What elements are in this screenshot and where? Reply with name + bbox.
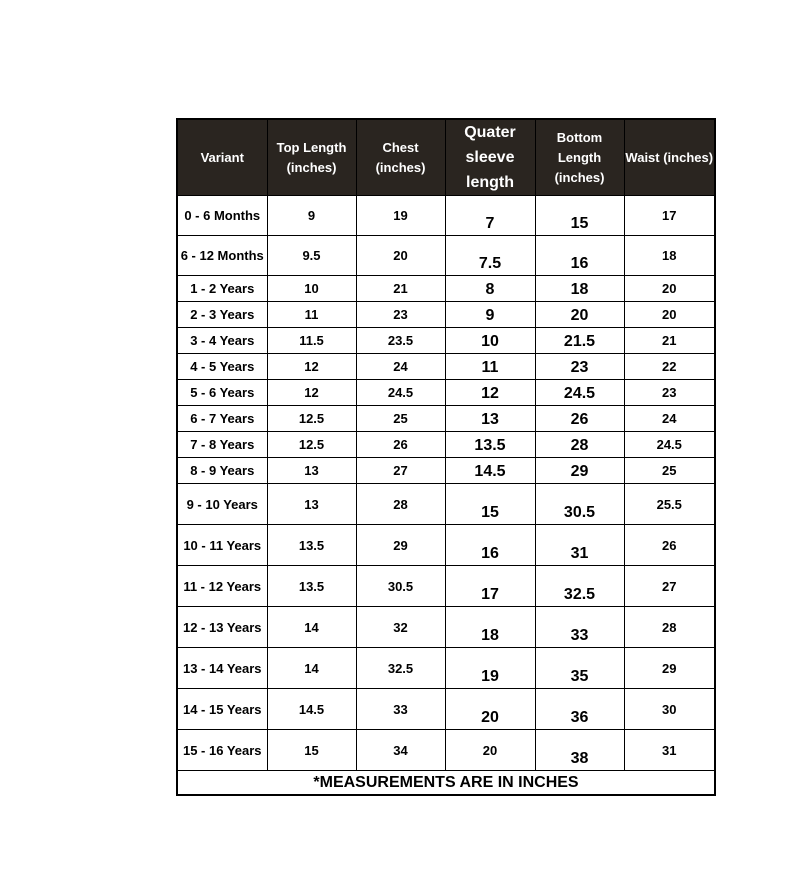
header-waist: Waist (inches) — [624, 119, 715, 196]
variant-cell: 7 - 8 Years — [177, 432, 267, 458]
measurements-note: *MEASUREMENTS ARE IN INCHES — [177, 771, 715, 796]
quater-sleeve-cell: 11 — [445, 354, 535, 380]
quater-sleeve-cell: 17 — [445, 566, 535, 607]
chest-cell: 28 — [356, 484, 445, 525]
top-length-cell: 15 — [267, 730, 356, 771]
variant-cell: 6 - 7 Years — [177, 406, 267, 432]
bottom-length-cell: 23 — [535, 354, 624, 380]
variant-cell: 4 - 5 Years — [177, 354, 267, 380]
variant-cell: 11 - 12 Years — [177, 566, 267, 607]
header-row — [177, 119, 715, 196]
table-row — [177, 484, 715, 525]
variant-cell: 5 - 6 Years — [177, 380, 267, 406]
top-length-cell: 13 — [267, 458, 356, 484]
top-length-cell: 13.5 — [267, 525, 356, 566]
bottom-length-cell: 15 — [535, 196, 624, 236]
table-body — [177, 196, 715, 771]
chest-cell: 32 — [356, 607, 445, 648]
table-row — [177, 236, 715, 276]
bottom-length-cell: 33 — [535, 607, 624, 648]
waist-cell: 18 — [624, 236, 715, 276]
bottom-length-cell: 31 — [535, 525, 624, 566]
waist-cell: 20 — [624, 302, 715, 328]
waist-cell: 29 — [624, 648, 715, 689]
top-length-cell: 14 — [267, 648, 356, 689]
top-length-cell: 14 — [267, 607, 356, 648]
bottom-length-cell: 29 — [535, 458, 624, 484]
quater-sleeve-cell: 18 — [445, 607, 535, 648]
variant-cell: 8 - 9 Years — [177, 458, 267, 484]
top-length-cell: 13.5 — [267, 566, 356, 607]
bottom-length-cell: 28 — [535, 432, 624, 458]
quater-sleeve-cell: 12 — [445, 380, 535, 406]
chest-cell: 26 — [356, 432, 445, 458]
bottom-length-cell: 16 — [535, 236, 624, 276]
top-length-cell: 9 — [267, 196, 356, 236]
header-chest: Chest (inches) — [356, 119, 445, 196]
table-header — [177, 119, 715, 196]
chest-cell: 24.5 — [356, 380, 445, 406]
waist-cell: 20 — [624, 276, 715, 302]
waist-cell: 24.5 — [624, 432, 715, 458]
bottom-length-cell: 30.5 — [535, 484, 624, 525]
waist-cell: 30 — [624, 689, 715, 730]
bottom-length-cell: 20 — [535, 302, 624, 328]
top-length-cell: 14.5 — [267, 689, 356, 730]
chest-cell: 23 — [356, 302, 445, 328]
table-row — [177, 328, 715, 354]
variant-cell: 0 - 6 Months — [177, 196, 267, 236]
bottom-length-cell: 24.5 — [535, 380, 624, 406]
bottom-length-cell: 36 — [535, 689, 624, 730]
quater-sleeve-cell: 14.5 — [445, 458, 535, 484]
waist-cell: 22 — [624, 354, 715, 380]
header-quater-sleeve-length: Quater sleeve length — [445, 119, 535, 196]
chest-cell: 19 — [356, 196, 445, 236]
chest-cell: 21 — [356, 276, 445, 302]
table-row — [177, 689, 715, 730]
table-row — [177, 302, 715, 328]
variant-cell: 13 - 14 Years — [177, 648, 267, 689]
table-row — [177, 380, 715, 406]
table-footer — [177, 771, 715, 796]
top-length-cell: 10 — [267, 276, 356, 302]
chest-cell: 25 — [356, 406, 445, 432]
variant-cell: 12 - 13 Years — [177, 607, 267, 648]
variant-cell: 9 - 10 Years — [177, 484, 267, 525]
table-row — [177, 354, 715, 380]
waist-cell: 31 — [624, 730, 715, 771]
bottom-length-cell: 35 — [535, 648, 624, 689]
table-row — [177, 566, 715, 607]
chest-cell: 23.5 — [356, 328, 445, 354]
quater-sleeve-cell: 9 — [445, 302, 535, 328]
quater-sleeve-cell: 8 — [445, 276, 535, 302]
table-row — [177, 458, 715, 484]
waist-cell: 17 — [624, 196, 715, 236]
variant-cell: 3 - 4 Years — [177, 328, 267, 354]
footer-row — [177, 771, 715, 796]
size-chart-table — [176, 118, 716, 796]
quater-sleeve-cell: 13.5 — [445, 432, 535, 458]
quater-sleeve-cell: 13 — [445, 406, 535, 432]
table-row — [177, 432, 715, 458]
table-row — [177, 406, 715, 432]
variant-cell: 10 - 11 Years — [177, 525, 267, 566]
quater-sleeve-cell: 20 — [445, 689, 535, 730]
variant-cell: 1 - 2 Years — [177, 276, 267, 302]
top-length-cell: 11.5 — [267, 328, 356, 354]
waist-cell: 25.5 — [624, 484, 715, 525]
top-length-cell: 9.5 — [267, 236, 356, 276]
table-row — [177, 525, 715, 566]
top-length-cell: 12.5 — [267, 432, 356, 458]
chest-cell: 30.5 — [356, 566, 445, 607]
waist-cell: 27 — [624, 566, 715, 607]
table-row — [177, 196, 715, 236]
bottom-length-cell: 21.5 — [535, 328, 624, 354]
bottom-length-cell: 38 — [535, 730, 624, 771]
chest-cell: 27 — [356, 458, 445, 484]
waist-cell: 26 — [624, 525, 715, 566]
waist-cell: 25 — [624, 458, 715, 484]
waist-cell: 21 — [624, 328, 715, 354]
table-row — [177, 730, 715, 771]
quater-sleeve-cell: 16 — [445, 525, 535, 566]
chest-cell: 34 — [356, 730, 445, 771]
chest-cell: 32.5 — [356, 648, 445, 689]
waist-cell: 28 — [624, 607, 715, 648]
waist-cell: 23 — [624, 380, 715, 406]
variant-cell: 14 - 15 Years — [177, 689, 267, 730]
bottom-length-cell: 32.5 — [535, 566, 624, 607]
top-length-cell: 11 — [267, 302, 356, 328]
header-top-length: Top Length (inches) — [267, 119, 356, 196]
table-row — [177, 607, 715, 648]
quater-sleeve-cell: 10 — [445, 328, 535, 354]
chest-cell: 24 — [356, 354, 445, 380]
header-variant: Variant — [177, 119, 267, 196]
bottom-length-cell: 26 — [535, 406, 624, 432]
chest-cell: 29 — [356, 525, 445, 566]
quater-sleeve-cell: 7.5 — [445, 236, 535, 276]
top-length-cell: 12 — [267, 380, 356, 406]
header-bottom-length: Bottom Length (inches) — [535, 119, 624, 196]
top-length-cell: 12 — [267, 354, 356, 380]
quater-sleeve-cell: 15 — [445, 484, 535, 525]
variant-cell: 2 - 3 Years — [177, 302, 267, 328]
quater-sleeve-cell: 7 — [445, 196, 535, 236]
bottom-length-cell: 18 — [535, 276, 624, 302]
chest-cell: 20 — [356, 236, 445, 276]
variant-cell: 15 - 16 Years — [177, 730, 267, 771]
chest-cell: 33 — [356, 689, 445, 730]
table-row — [177, 648, 715, 689]
quater-sleeve-cell: 19 — [445, 648, 535, 689]
table-row — [177, 276, 715, 302]
top-length-cell: 13 — [267, 484, 356, 525]
waist-cell: 24 — [624, 406, 715, 432]
variant-cell: 6 - 12 Months — [177, 236, 267, 276]
top-length-cell: 12.5 — [267, 406, 356, 432]
quater-sleeve-cell: 20 — [445, 730, 535, 771]
